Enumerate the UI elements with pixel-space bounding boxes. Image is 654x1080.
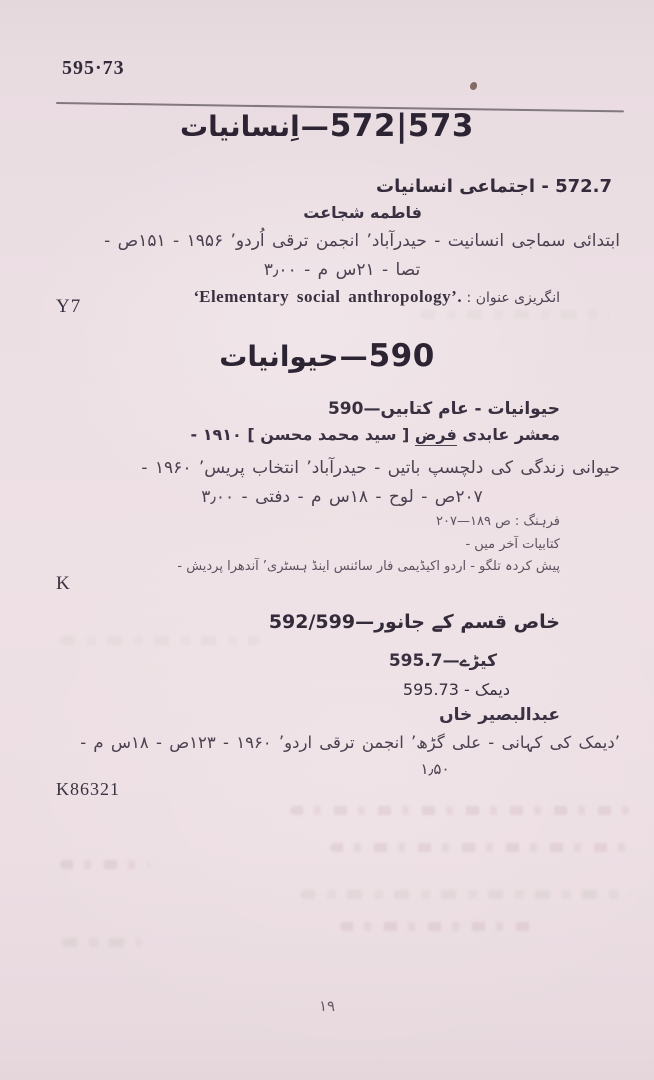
class-line-590 xyxy=(328,399,560,419)
dash: — xyxy=(363,399,381,419)
note-glossary: فرہنگ : ص ۱۸۹—۲۰۷ xyxy=(436,514,560,529)
bleed-through-row xyxy=(300,890,630,899)
english-title-text: ‘Elementary social anthropology’. xyxy=(193,287,463,306)
separator: - xyxy=(535,176,556,197)
class-line-572-7 xyxy=(376,176,612,197)
bleed-through-row xyxy=(340,922,540,931)
shelf-mark-y7: Y7 xyxy=(56,296,82,317)
bleed-through-row xyxy=(420,310,610,319)
bleed-through-row xyxy=(62,938,142,947)
running-head-class-number: 595·73 xyxy=(62,57,125,79)
bleed-through-row xyxy=(330,843,630,852)
class-title: کیڑے xyxy=(459,651,497,671)
author-takhallus-underlined: فرض xyxy=(414,425,457,444)
author-part2: [ سید محمد محسن ] ۱۹۱۰ - xyxy=(190,425,415,444)
class-number: 590 xyxy=(327,399,364,419)
author-name xyxy=(191,425,560,444)
english-title-label: انگریزی عنوان xyxy=(475,290,560,306)
class-title: حیوانیات - عام کتابیں xyxy=(380,399,560,419)
entry-collation-line: ۲۰۷ص - لوح - ۱۸س م - دفتی - ۳٫۰۰ xyxy=(201,487,483,507)
heading-dash: — xyxy=(339,340,368,373)
section-heading-572-573 xyxy=(0,108,654,144)
separator: - xyxy=(458,680,475,699)
dash: — xyxy=(442,651,460,671)
class-line-592-599 xyxy=(269,611,560,633)
section-heading-590 xyxy=(0,338,654,374)
entry-imprint-line: ابتدائی سماجی انسانیت - حیدرآباد’ انجمن ترقی اُردو’ ۱۹۵۶ - ۱۵۱ص - xyxy=(104,231,620,251)
shelf-mark-k: K xyxy=(56,573,71,594)
heading-dash: — xyxy=(300,110,329,143)
class-number: 595.7 xyxy=(388,651,443,671)
author-name: فاطمه شجاعت xyxy=(303,203,422,222)
dash: — xyxy=(355,611,375,633)
note-presented-by: پیش کردہ تلگو - اردو اکیڈیمی فار سائنس اینڈ ہسٹری’ آندھرا پردیش - xyxy=(177,559,560,574)
page-number: ۱۹ xyxy=(318,997,336,1015)
bleed-through-row xyxy=(60,860,150,869)
entry-price-line: ۱٫۵۰ xyxy=(420,760,450,778)
separator: : xyxy=(462,290,476,306)
heading-class-number: 572|573 xyxy=(329,108,474,144)
author-name: عبدالبصیر خاں xyxy=(439,705,560,725)
class-title: دیمک xyxy=(474,680,510,699)
entry-imprint-line: ’دیمک کی کہانی - علی گڑھ’ انجمن ترقی اردو’ ۱۹۶۰ - ۱۲۳ص - ۱۸س م - xyxy=(80,733,620,752)
entry-collation-line: تصا - ۲۱س م - ۳٫۰۰ xyxy=(263,260,421,280)
author-part1: معشر عابدی xyxy=(456,425,560,444)
ink-speck xyxy=(470,82,477,90)
shelf-mark-k86321: K86321 xyxy=(56,779,120,799)
heading-title: اِنسانیات xyxy=(180,110,300,143)
heading-title: حیوانیات xyxy=(219,340,339,373)
heading-class-number: 590 xyxy=(368,338,435,374)
class-title: خاص قسم کے جانور xyxy=(374,611,560,633)
class-number: 595.73 xyxy=(402,680,459,699)
class-title: اجتماعی انسانیات xyxy=(376,176,536,197)
bleed-through-row xyxy=(60,636,260,645)
class-line-595-7 xyxy=(389,650,497,671)
class-line-595-73 xyxy=(403,680,510,699)
class-number: 592/599 xyxy=(268,611,356,633)
english-title-line xyxy=(193,287,560,307)
note-bibliography: کتابیات آخر میں - xyxy=(465,537,560,552)
entry-imprint-line: حیوانی زندگی کی دلچسپ باتیں - حیدرآباد’ انتخاب پریس’ ۱۹۶۰ - xyxy=(141,458,620,478)
bleed-through-row xyxy=(290,806,630,815)
class-number: 572.7 xyxy=(555,176,612,197)
